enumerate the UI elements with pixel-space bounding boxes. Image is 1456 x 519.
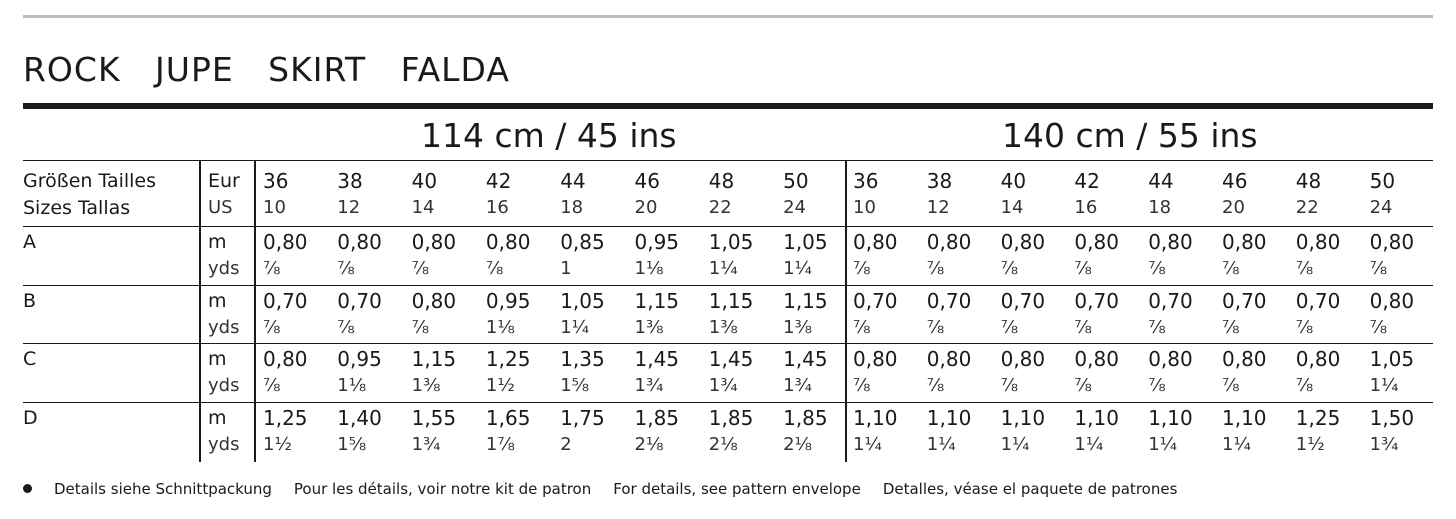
size-us: 20 [1222,197,1245,218]
size-us: 22 [708,197,732,218]
meters-value: 0,95 [634,230,680,254]
meters-value: 1,10 [853,406,898,430]
meters-value: 0,80 [926,230,972,254]
unit-label-m: m [208,407,227,429]
bullet-icon [23,484,32,493]
size-eur: 48 [1295,169,1322,193]
yards-value: ⅞ [1369,258,1388,279]
unit-label-yds: yds [208,434,240,455]
size-us: 12 [337,197,361,218]
unit-label-yds: yds [208,375,240,396]
size-us: 10 [853,197,876,218]
yards-value: ⅞ [1369,317,1388,338]
yards-value: 1¼ [783,258,812,279]
size-eur: 42 [485,169,512,193]
yards-value: 1¾ [634,375,664,396]
yards-value: ⅞ [1222,375,1240,396]
meters-value: 1,50 [1369,406,1415,430]
meters-value: 0,70 [263,289,308,313]
meters-value: 0,95 [337,347,382,371]
meters-value: 1,85 [708,406,754,430]
meters-value: 0,80 [853,347,898,371]
system-label-eur: Eur [208,170,240,192]
yards-value: 1¾ [1369,434,1399,455]
meters-value: 1,15 [411,347,457,371]
size-label-line1: Größen Tailles [23,170,157,192]
meters-value: 0,70 [1295,289,1341,313]
yards-value: ⅞ [1222,317,1240,338]
yards-value: ⅞ [337,258,355,279]
yards-value: 1¼ [1222,434,1251,455]
meters-value: 0,80 [337,230,382,254]
size-us: 24 [1369,197,1393,218]
yards-value: 1¾ [411,434,441,455]
size-label-line2: Sizes Tallas [23,197,131,219]
yards-value: 1½ [1295,434,1325,455]
yards-value: ⅞ [853,375,871,396]
meters-value: 0,80 [1222,347,1267,371]
size-eur: 48 [708,169,735,193]
meters-value: 1,25 [485,347,531,371]
fabric-width-header-114: 114 cm / 45 ins [421,116,677,155]
size-us: 12 [926,197,950,218]
meters-value: 0,80 [1295,347,1341,371]
size-us: 16 [1074,197,1098,218]
yards-value: 1⅝ [560,375,590,396]
yards-value: 1⅝ [337,434,367,455]
row-divider [23,343,1433,344]
meters-value: 0,80 [1148,347,1193,371]
yards-value: ⅞ [853,258,871,279]
yards-value: 1⅛ [485,317,515,338]
yards-value: ⅞ [263,375,281,396]
yards-value: ⅞ [1295,317,1314,338]
meters-value: 1,45 [783,347,828,371]
meters-value: 1,45 [634,347,680,371]
yards-value: 1¼ [926,434,956,455]
meters-value: 1,10 [1148,406,1193,430]
yards-value: 1 [560,258,572,279]
yards-value: 1⅛ [337,375,367,396]
system-label-us: US [208,197,233,218]
size-eur: 40 [1000,169,1027,193]
yards-value: ⅞ [853,317,871,338]
meters-value: 1,45 [708,347,754,371]
yards-value: ⅞ [1148,317,1166,338]
meters-value: 1,85 [634,406,680,430]
size-us: 14 [1000,197,1024,218]
footer-note-fr: Pour les détails, voir notre kit de patron [293,480,592,498]
unit-label-m: m [208,348,227,370]
unit-label-m: m [208,290,227,312]
size-us: 18 [1148,197,1172,218]
meters-value: 1,25 [263,406,308,430]
meters-value: 1,05 [560,289,605,313]
meters-value: 0,80 [1000,347,1046,371]
unit-label-yds: yds [208,258,240,279]
fabric-width-divider [845,161,847,462]
yards-value: 1¼ [1369,375,1399,396]
meters-value: 0,70 [853,289,898,313]
meters-value: 1,10 [1000,406,1046,430]
meters-value: 1,15 [634,289,680,313]
meters-value: 1,10 [1222,406,1267,430]
row-divider [23,226,1433,227]
size-eur: 50 [1369,169,1396,193]
yards-value: 1⅜ [411,375,441,396]
yards-value: 1¼ [1148,434,1178,455]
yards-value: ⅞ [263,317,281,338]
yards-value: 2⅛ [783,434,812,455]
yards-value: ⅞ [263,258,281,279]
meters-value: 0,80 [485,230,531,254]
yards-value: 2 [560,434,572,455]
top-divider [23,15,1433,18]
yards-value: ⅞ [1000,258,1019,279]
meters-value: 1,10 [926,406,972,430]
view-label: A [23,231,36,253]
meters-value: 1,75 [560,406,605,430]
size-us: 20 [634,197,658,218]
meters-value: 1,35 [560,347,605,371]
yards-value: ⅞ [1295,258,1314,279]
meters-value: 0,80 [1369,289,1415,313]
meters-value: 0,80 [263,347,308,371]
size-eur: 38 [337,169,363,193]
size-us: 18 [560,197,584,218]
yards-value: 1¼ [1074,434,1104,455]
size-eur: 38 [926,169,953,193]
size-eur: 40 [411,169,438,193]
yards-value: ⅞ [1295,375,1314,396]
meters-value: 1,40 [337,406,382,430]
footer-notes [23,478,1199,500]
row-divider [23,402,1433,403]
yards-value: ⅞ [926,258,945,279]
yards-value: 1¾ [708,375,738,396]
meters-value: 1,05 [708,230,754,254]
yards-value: ⅞ [1074,258,1092,279]
yards-value: ⅞ [485,258,504,279]
yards-value: 1⅞ [485,434,515,455]
yards-value: 1⅜ [783,317,812,338]
meters-value: 0,95 [485,289,531,313]
view-label: B [23,290,37,312]
size-eur: 36 [853,169,879,193]
unit-label-m: m [208,231,227,253]
page-title: ROCK JUPE SKIRT FALDA [23,50,510,89]
yards-value: 1¾ [783,375,812,396]
meters-value: 0,85 [560,230,605,254]
yards-value: ⅞ [411,317,430,338]
meters-value: 1,15 [783,289,828,313]
label-column-divider [199,161,201,462]
yards-value: 1½ [485,375,515,396]
meters-value: 1,10 [1074,406,1119,430]
meters-value: 1,05 [1369,347,1415,371]
yards-value: ⅞ [1074,317,1092,338]
size-eur: 46 [634,169,660,193]
meters-value: 1,15 [708,289,754,313]
meters-value: 0,80 [1074,230,1119,254]
meters-value: 0,70 [1000,289,1046,313]
view-label: C [23,348,37,370]
meters-value: 0,70 [1148,289,1193,313]
yards-value: ⅞ [1148,375,1166,396]
title-divider [23,103,1433,109]
yards-value: ⅞ [411,258,430,279]
yards-value: ⅞ [1000,317,1019,338]
meters-value: 0,80 [1222,230,1267,254]
meters-value: 1,65 [485,406,531,430]
yards-value: 1⅜ [634,317,664,338]
meters-value: 0,80 [853,230,898,254]
size-column-divider [254,161,256,462]
meters-value: 0,80 [1295,230,1341,254]
yards-value: ⅞ [1222,258,1240,279]
yards-value: 2⅛ [708,434,738,455]
meters-value: 0,80 [926,347,972,371]
size-us: 10 [263,197,286,218]
yards-value: 1⅜ [708,317,738,338]
meters-value: 1,55 [411,406,457,430]
yards-value: 1½ [263,434,292,455]
yards-value: ⅞ [1074,375,1092,396]
meters-value: 0,80 [1148,230,1193,254]
size-us: 14 [411,197,435,218]
yards-value: 1⅛ [634,258,664,279]
size-us: 22 [1295,197,1319,218]
yards-value: 1¼ [853,434,882,455]
footer-note-en: For details, see pattern envelope [613,480,861,498]
meters-value: 1,25 [1295,406,1341,430]
yards-value: ⅞ [926,317,945,338]
meters-value: 0,80 [411,289,457,313]
yards-value: ⅞ [926,375,945,396]
meters-value: 0,80 [1369,230,1415,254]
yards-value: 1¼ [1000,434,1030,455]
yards-value: ⅞ [1000,375,1019,396]
size-eur: 46 [1222,169,1248,193]
size-eur: 44 [1148,169,1174,193]
yards-value: 2⅛ [634,434,664,455]
yards-value: ⅞ [1148,258,1166,279]
yards-value: 1¼ [708,258,738,279]
meters-value: 0,80 [263,230,308,254]
meters-value: 0,80 [1000,230,1046,254]
meters-value: 0,70 [1222,289,1267,313]
size-eur: 50 [783,169,809,193]
meters-value: 0,80 [1074,347,1119,371]
meters-value: 0,70 [926,289,972,313]
meters-value: 0,70 [1074,289,1119,313]
fabric-width-header-140: 140 cm / 55 ins [1002,116,1258,155]
size-eur: 44 [560,169,586,193]
size-us: 24 [783,197,806,218]
meters-value: 1,05 [783,230,828,254]
header-divider [23,160,1433,161]
view-label: D [23,407,38,429]
size-us: 16 [485,197,509,218]
meters-value: 0,70 [337,289,382,313]
size-eur: 36 [263,169,289,193]
meters-value: 1,85 [783,406,828,430]
footer-note-es: Detalles, véase el paquete de patrones [882,480,1178,498]
yards-value: 1¼ [560,317,590,338]
unit-label-yds: yds [208,317,240,338]
size-eur: 42 [1074,169,1100,193]
yards-value: ⅞ [337,317,355,338]
meters-value: 0,80 [411,230,457,254]
footer-note-de: Details siehe Schnittpackung [54,480,272,498]
row-divider [23,285,1433,286]
